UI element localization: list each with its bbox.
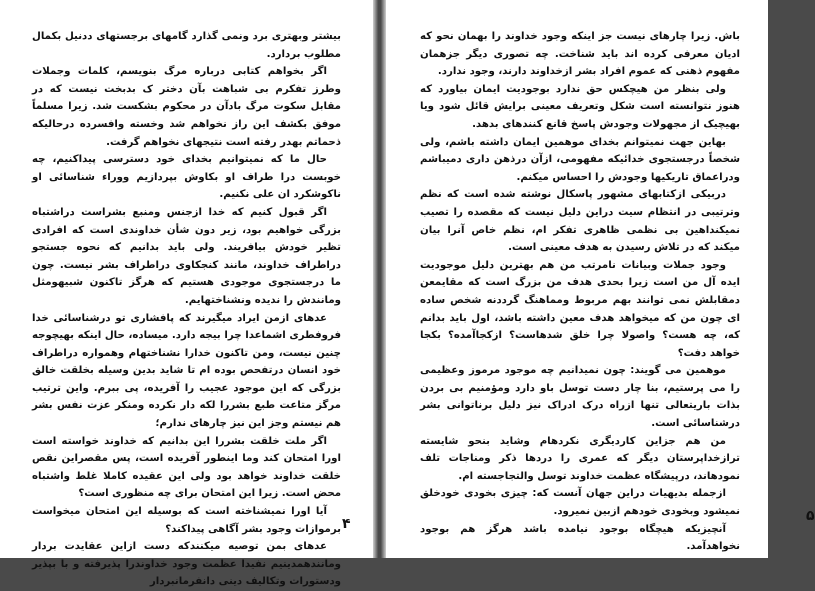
paragraph: ازجمله بدیهیات دراین جهان آنست که: چیزی بخودی خودخلق نمیشود وبخودی خودهم ازبین نمیرود. <box>420 488 740 518</box>
paragraph: ولی بنظر من هیچکس حق ندارد بوجودیت ایمان بیاورد که هنوز نتوانسته است شکل وتعریف معینی برایش قائل شود ویا بهیچیک از مجهولات وجودش پاسخ قانع کنندهای بدهد. <box>420 83 740 130</box>
paragraph: عدهای ازمن ایراد میگیرند که پافشاری تو درشناسائی خدا فروفطری اشماعدا چرا بیجه دارد. میساده، حال اینکه بهیچوجه چنین نیست، ومن تاکنون خدارا نشناختهام وهمواره دراطراف خود انسان درتفحص بوده ام تا شاید بدین وسیله بخلقت خالق بزرگی که این موجود عجیب را آفریده، پی ببرم. واین ترتیب مرگز متاعت طبع بشررا لکه دار نکرده ومنکر عزت نفس بشر هم نیستم وجز این نیز چارهای ندارم؛ <box>32 312 341 430</box>
paragraph: اگر قبول کنیم که خدا ازجنس ومنبع بشراست دراشتباه بزرگی خواهیم بود، زیر دون شأن خداوندی است که افرادی تظیر خودش بیافریند. ولی باید بدانیم که نحوه جستجو دراطراف خداوند، مانند کنجکاوی دراطراف بشر نیست. چون ما درجستجوی موجودی هستیم که هرگز تاکنون شبیهومثل ومانندش را ندیده ونشناختهایم. <box>32 206 341 306</box>
left-page <box>0 0 373 588</box>
book-gutter <box>373 0 386 558</box>
paragraph: من هم جزاین کاردیگری نکردهام وشاید بنحو شایسته ترازخداپرستان دیگر که عمری را دردها ذکر ومناجات تلف نمودهاند، درپیشگاه عظمت خداوند توسل والتجاجسته ام. <box>420 435 740 482</box>
paragraph: اگر بخواهم کتابی درباره مرگ بنویسم، کلمات وجملات وطرز تفکرم بی شباهت بآن دختر ک بدبخت نیست که در مقابل سکوت مرگ بادآن در محکوم بشکست شد. زیرا مسلماً موفق بکشف این راز نخواهم شد وخسته وافسرده درحالیکه ذحماتم بهدر رفته است نتیجهای نخواهم گرفت. <box>32 66 341 148</box>
paragraph: حال ما که نمیتوانیم بخدای خود دسترسی پیداکنیم، چه خوبست درا طراف او بکاوش بپردازیم ووراء شناسائی او ناکوشکرد ان علی نکنیم. <box>32 154 341 201</box>
paragraph: دربیکی ازکتابهای مشهور پاسکال نوشته شده است که نظم وترتیبی در انتظام سیت دراین دلیل نیست که مقصده را تصیب نمیکنداهین بی نظمی ظاهری تفکر ام، نظم خاص آنرا بیان میکند که در تلاش رسیدن به هدف معینی است. <box>420 189 740 254</box>
page-number: ۵ <box>806 508 815 524</box>
paragraph: بیشتر وبهتری برد ونمی گذارد گامهای برجستهای ددنیل بکمال مطلوب بردارد. <box>32 31 341 60</box>
paragraph: آیا اورا نمیشناخته است که بوسیله این امتحان میخواست برموازات وجود بشر آگاهی پیداکند؟ <box>32 506 341 535</box>
paragraph: موهمین می گویند: چون نمیدانیم چه موجود مرموز وعظیمی را می پرستیم، بنا چار دست توسل باو دارد ومؤمنیم بی بردن بذات باریتعالی تنها ازراه درک ادراک نیز دلیل برناتوانی بشر درشناسائی است. <box>420 365 740 430</box>
page-number: ۴ <box>342 516 351 532</box>
paragraph: اگر ملت خلقت بشررا این بدانیم که خداوند خواسته است اورا امتحان کند وما اینطور آفریده است، پس مقصراین نقص خلقت خداوند خواهد بود ولی این عقیده کاملا غلط واشتباه محض است. زیرا این امتحان برای چه منظوری است؟ <box>32 435 341 500</box>
paragraph: باش. زیرا چارهای نیست جز اینکه وجود خداوند را بهمان نحو که ادیان معرفی کرده اند باید شناخت. چه تصوری دیگر جزهمان مفهوم ذهنی که عموم افراد بشر ازخداوند دارند، وجود ندارد. <box>420 31 740 78</box>
paragraph: وجود جملات وبیانات نامرتب من هم بهترین دلیل موجودیت ایده آل من است زیرا بحدی هدف من بزرگ است که مقایمعن دمقابلش نمی توانند بهم مربوط ومماهنگ گرددنه شخص ساده ای چون من که میخواهد هدف معین داشته باشد، اول باید بدانم که، چه هست؟ واصولا چرا خلق شدهاست؟ ازکجاآمده؟ بکجا خواهد دفت؟ <box>420 259 740 359</box>
right-page <box>386 0 815 558</box>
paragraph: عدهای بمن توصیه میکنندکه دست ازاین عقایدت بردار ومانندهمدینیم نفیدا عظمت وجود خداوندرا پذیرفته و با بپذیر ودستورات وتکالیف دینی دانفرمانبردار <box>32 541 341 588</box>
paragraph: آنچیزیکه هیچگاه بوجود نیامده باشد هرگز هم بوجود نخواهدآمد. <box>420 523 740 553</box>
paragraph: بهاین جهت نمیتوانم بخدای موهمین ایمان داشته باشم، ولی شخصاً درجستجوی خدائیکه مفهومی، ازآن درذهن داری دمیباشم ودراعماق تاریکیها وجودش را احساس میکنم. <box>420 136 740 183</box>
